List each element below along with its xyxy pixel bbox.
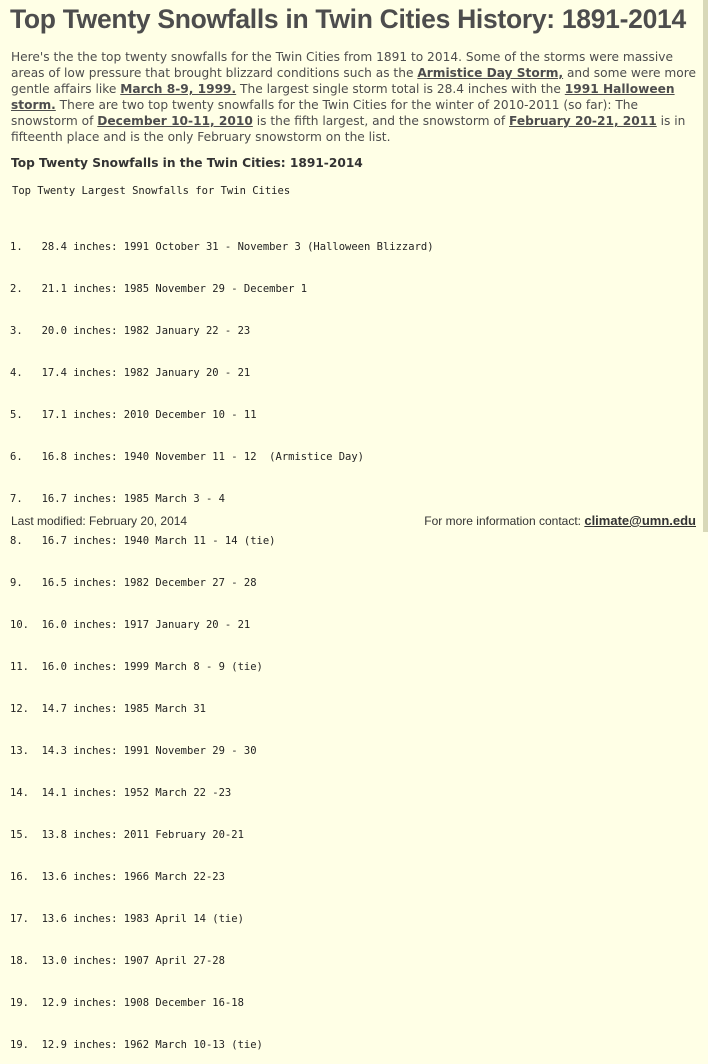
list-item: 17. 13.6 inches: 1983 April 14 (tie) xyxy=(10,913,244,925)
list-item: 6. 16.8 inches: 1940 November 11 - 12 (Armistice Day) xyxy=(10,451,365,463)
list-item: 16. 13.6 inches: 1966 March 22-23 xyxy=(10,871,225,883)
section-heading: Top Twenty Snowfalls in the Twin Cities: 1891-2014 xyxy=(11,156,363,170)
contact-email-link[interactable]: climate@umn.edu xyxy=(584,513,696,528)
list-item: 15. 13.8 inches: 2011 February 20-21 xyxy=(10,829,244,841)
list-item: 9. 16.5 inches: 1982 December 27 - 28 xyxy=(10,577,257,589)
list-item: 3. 20.0 inches: 1982 January 22 - 23 xyxy=(10,325,251,337)
february-2011-link[interactable]: February 20-21, 2011 xyxy=(509,114,657,128)
snowfall-list xyxy=(10,212,696,1064)
list-item: 19. 12.9 inches: 1962 March 10-13 (tie) xyxy=(10,1039,263,1051)
content xyxy=(10,3,696,1064)
december-2010-link[interactable]: December 10-11, 2010 xyxy=(97,114,253,128)
list-item: 10. 16.0 inches: 1917 January 20 - 21 xyxy=(10,619,251,631)
list-item: 18. 13.0 inches: 1907 April 27-28 xyxy=(10,955,225,967)
list-item: 11. 16.0 inches: 1999 March 8 - 9 (tie) xyxy=(10,661,263,673)
intro-text-4: There are two top twenty snowfalls for the Twin Cities for the winter of 2010-2011 (so far): The snowstorm of xyxy=(11,98,638,128)
intro-text-3: The largest single storm total is 28.4 inches with the xyxy=(236,82,565,96)
armistice-day-storm-link[interactable]: Armistice Day Storm, xyxy=(417,66,564,80)
list-item: 7. 16.7 inches: 1985 March 3 - 4 xyxy=(10,493,225,505)
intro-text-5: is the fifth largest, and the snowstorm of xyxy=(252,114,510,128)
list-item: 2. 21.1 inches: 1985 November 29 - December 1 xyxy=(10,283,308,295)
last-modified: Last modified: February 20, 2014 xyxy=(11,514,188,528)
intro-text-2: and some were more gentle affairs like xyxy=(11,66,696,96)
page-title: Top Twenty Snowfalls in Twin Cities History: 1891-2014 xyxy=(10,4,686,34)
list-item: 13. 14.3 inches: 1991 November 29 - 30 xyxy=(10,745,257,757)
halloween-storm-link[interactable]: 1991 Halloween storm. xyxy=(11,82,675,112)
list-item: 4. 17.4 inches: 1982 January 20 - 21 xyxy=(10,367,251,379)
contact-info xyxy=(424,513,696,529)
list-title: Top Twenty Largest Snowfalls for Twin Cities xyxy=(12,185,291,197)
list-item: 12. 14.7 inches: 1985 March 31 xyxy=(10,703,206,715)
intro-paragraph xyxy=(11,49,696,145)
intro-text-1: Here's the the top twenty snowfalls for the Twin Cities from 1891 to 2014. Some of the storms were massive areas of low pressure that brought blizzard conditions such as the xyxy=(11,50,673,80)
list-item: 14. 14.1 inches: 1952 March 22 -23 xyxy=(10,787,232,799)
list-item: 8. 16.7 inches: 1940 March 11 - 14 (tie) xyxy=(10,535,276,547)
page-edge xyxy=(703,0,708,532)
list-item: 19. 12.9 inches: 1908 December 16-18 xyxy=(10,997,244,1009)
list-item: 5. 17.1 inches: 2010 December 10 - 11 xyxy=(10,409,257,421)
march-1999-link[interactable]: March 8-9, 1999. xyxy=(120,82,237,96)
intro-text-6: is in fifteenth place and is the only February snowstorm on the list. xyxy=(11,114,686,144)
list-item: 1. 28.4 inches: 1991 October 31 - November 3 (Halloween Blizzard) xyxy=(10,241,434,253)
contact-label: For more information contact: xyxy=(424,514,585,528)
